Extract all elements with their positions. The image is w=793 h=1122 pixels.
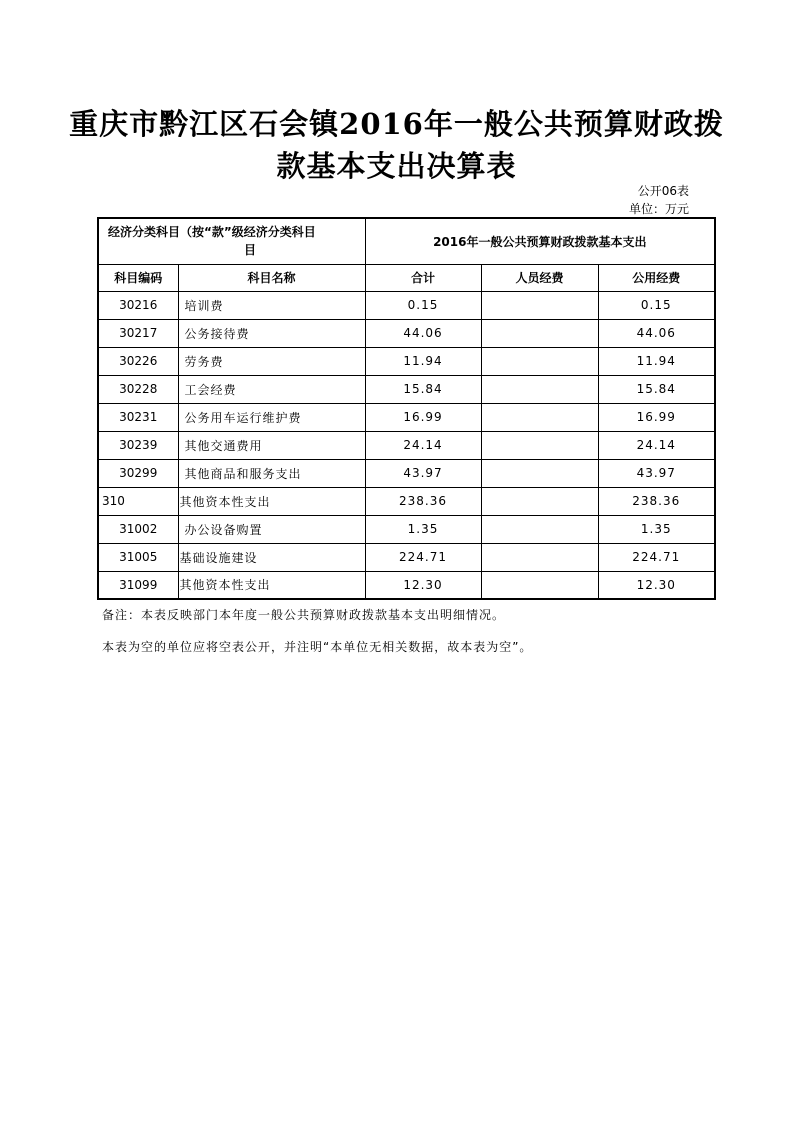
cell-code: 31099 — [98, 571, 178, 599]
cell-code: 30299 — [98, 459, 178, 487]
header-category-line2: 目 — [244, 243, 257, 258]
table-header-row-2 — [98, 264, 715, 291]
table-header-row-1 — [98, 218, 715, 264]
cell-code: 30231 — [98, 403, 178, 431]
table-row — [98, 515, 715, 543]
cell-name: 其他资本性支出 — [178, 487, 365, 515]
cell-public: 43.97 — [598, 459, 715, 487]
cell-personnel — [481, 319, 598, 347]
cell-public: 44.06 — [598, 319, 715, 347]
cell-total: 43.97 — [365, 459, 481, 487]
col-header-total: 合计 — [365, 264, 481, 291]
cell-total: 1.35 — [365, 515, 481, 543]
cell-public: 24.14 — [598, 431, 715, 459]
table-row — [98, 291, 715, 319]
col-header-code: 科目编码 — [98, 264, 178, 291]
table-row — [98, 319, 715, 347]
cell-public: 0.15 — [598, 291, 715, 319]
cell-personnel — [481, 571, 598, 599]
cell-name: 基础设施建设 — [178, 543, 365, 571]
cell-personnel — [481, 347, 598, 375]
table-row — [98, 459, 715, 487]
cell-total: 24.14 — [365, 431, 481, 459]
cell-code: 31005 — [98, 543, 178, 571]
cell-total: 238.36 — [365, 487, 481, 515]
header-group: 2016年一般公共预算财政拨款基本支出 — [365, 218, 715, 264]
cell-public: 16.99 — [598, 403, 715, 431]
table-row — [98, 543, 715, 571]
table-row — [98, 487, 715, 515]
cell-public: 15.84 — [598, 375, 715, 403]
cell-code: 30228 — [98, 375, 178, 403]
col-header-public: 公用经费 — [598, 264, 715, 291]
cell-name: 工会经费 — [178, 375, 365, 403]
empty-table-note: 本表为空的单位应将空表公开，并注明“本单位无相关数据，故本表为空”。 — [102, 640, 533, 654]
cell-total: 12.30 — [365, 571, 481, 599]
table-row — [98, 375, 715, 403]
cell-personnel — [481, 459, 598, 487]
cell-total: 16.99 — [365, 403, 481, 431]
expenditure-table — [97, 217, 716, 600]
cell-total: 11.94 — [365, 347, 481, 375]
cell-name: 公务用车运行维护费 — [178, 403, 365, 431]
document-title-line2: 款基本支出决算表 — [276, 149, 517, 183]
cell-code: 30239 — [98, 431, 178, 459]
cell-code: 30217 — [98, 319, 178, 347]
cell-code: 30226 — [98, 347, 178, 375]
cell-total: 0.15 — [365, 291, 481, 319]
document-title-line1: 重庆市黔江区石会镇2016年一般公共预算财政拨 — [69, 107, 724, 141]
remark-note: 备注：本表反映部门本年度一般公共预算财政拨款基本支出明细情况。 — [102, 608, 506, 622]
cell-total: 44.06 — [365, 319, 481, 347]
cell-name: 培训费 — [178, 291, 365, 319]
cell-name: 其他资本性支出 — [178, 571, 365, 599]
cell-public: 11.94 — [598, 347, 715, 375]
cell-code: 31002 — [98, 515, 178, 543]
table-number: 公开06表 — [637, 184, 689, 198]
table-row — [98, 431, 715, 459]
table-row — [98, 347, 715, 375]
cell-total: 15.84 — [365, 375, 481, 403]
cell-personnel — [481, 487, 598, 515]
cell-public: 12.30 — [598, 571, 715, 599]
cell-public: 1.35 — [598, 515, 715, 543]
col-header-personnel: 人员经费 — [481, 264, 598, 291]
cell-name: 公务接待费 — [178, 319, 365, 347]
header-category — [98, 218, 365, 264]
cell-personnel — [481, 543, 598, 571]
col-header-name: 科目名称 — [178, 264, 365, 291]
table-row — [98, 571, 715, 599]
cell-code: 310 — [98, 487, 178, 515]
table-row — [98, 403, 715, 431]
cell-name: 办公设备购置 — [178, 515, 365, 543]
cell-total: 224.71 — [365, 543, 481, 571]
cell-personnel — [481, 375, 598, 403]
cell-code: 30216 — [98, 291, 178, 319]
cell-personnel — [481, 403, 598, 431]
cell-personnel — [481, 431, 598, 459]
cell-public: 224.71 — [598, 543, 715, 571]
cell-name: 其他商品和服务支出 — [178, 459, 365, 487]
unit-label: 单位：万元 — [628, 202, 689, 216]
header-category-line1: 经济分类科目（按“款”级经济分类科目 — [108, 225, 316, 240]
cell-public: 238.36 — [598, 487, 715, 515]
cell-personnel — [481, 515, 598, 543]
cell-name: 劳务费 — [178, 347, 365, 375]
cell-personnel — [481, 291, 598, 319]
cell-name: 其他交通费用 — [178, 431, 365, 459]
